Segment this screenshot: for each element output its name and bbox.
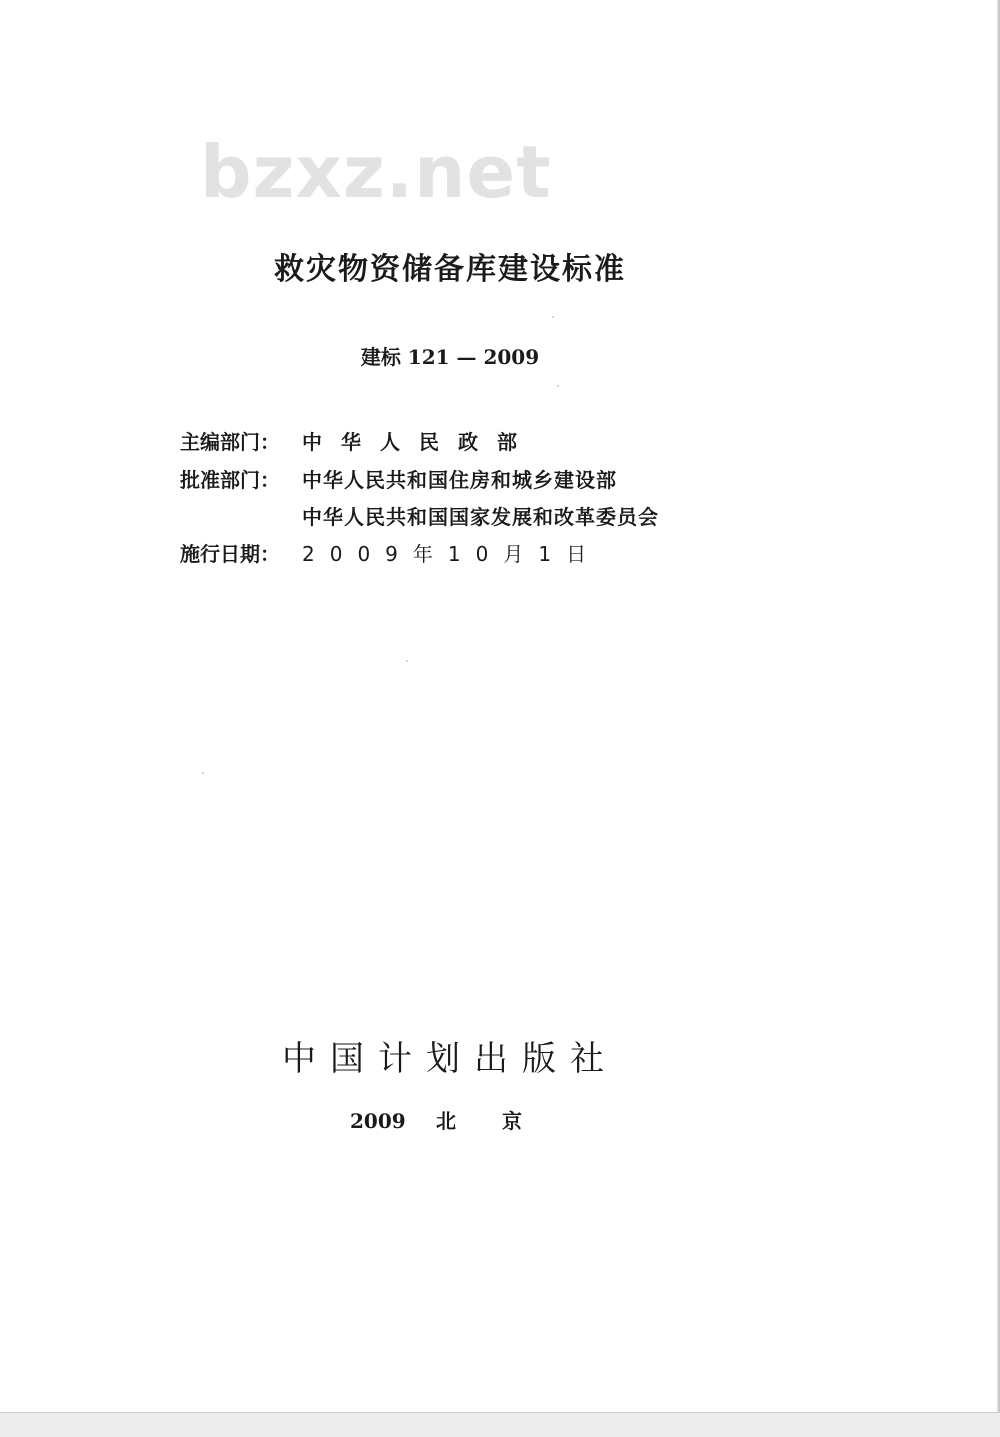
info-label: 施行日期： xyxy=(180,542,280,566)
standard-code: 建标 121 — 2009 xyxy=(360,345,540,369)
scan-speck xyxy=(552,316,554,318)
scan-speck xyxy=(406,660,408,662)
document-title: 救灾物资储备库建设标准 xyxy=(274,252,626,287)
publish-city: 北京 xyxy=(436,1109,568,1133)
info-row-approver-second xyxy=(180,499,720,535)
info-row-approver xyxy=(180,462,720,498)
info-label: 主编部门： xyxy=(180,430,280,454)
info-value: 中华人民共和国国家发展和改革委员会 xyxy=(302,505,659,529)
info-value: 中华人民共和国住房和城乡建设部 xyxy=(302,468,617,492)
info-row-chief-editor xyxy=(180,424,720,460)
scan-speck xyxy=(557,385,559,387)
info-label: 批准部门： xyxy=(180,468,280,492)
viewer-bottom-bar xyxy=(0,1412,1000,1437)
info-value: 2009年10月1日 xyxy=(302,542,602,566)
scan-speck xyxy=(202,772,204,774)
publisher-name: 中国计划出版社 xyxy=(282,1039,618,1079)
watermark: bzxz.net xyxy=(200,130,552,214)
publish-year: 2009 xyxy=(350,1109,406,1133)
info-value: 中华人民政部 xyxy=(302,430,536,454)
info-row-effective-date xyxy=(180,536,720,572)
